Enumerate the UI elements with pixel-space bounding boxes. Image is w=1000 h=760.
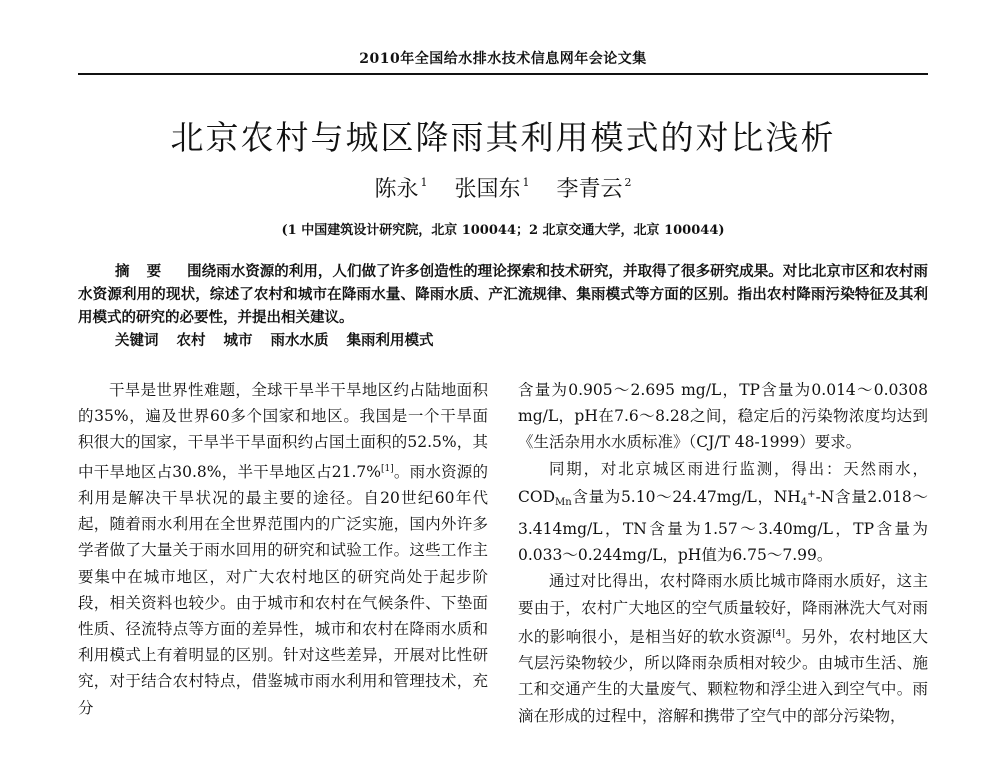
keywords-label: 关键词 xyxy=(115,332,159,349)
citation: [4] xyxy=(772,628,785,639)
abstract-block xyxy=(78,260,928,352)
running-header: 2010年全国给水排水技术信息网年会论文集 xyxy=(359,51,647,67)
abstract xyxy=(78,260,928,329)
body-paragraph: 通过对比得出，农村降雨水质比城市降雨水质好，这主要由于，农村广大地区的空气质量较好，降雨淋洗大气对雨水的影响很小，是相当好的软水资源[4]。另外，农村地区大气层污染物较少，所以降雨杂质相对较少。由城市生活、施工和交通产生的大量废气、颗粒物和浮尘进入到空气中。雨滴在形成的过程中，溶解和携带了空气中的部分污染物， xyxy=(518,572,928,725)
keyword: 集雨利用模式 xyxy=(346,332,434,349)
keywords-list xyxy=(177,332,452,349)
author-list xyxy=(78,172,928,203)
abstract-text: 围绕雨水资源的利用，人们做了许多创造性的理论探索和技术研究，并取得了很多研究成果。对比北京市区和农村雨水资源利用的现状，综述了农村和城市在降雨水量、降雨水质、产汇流规律、集雨模式等方面的区别。指出农村降雨污染特征及其利用模式的研究的必要性，并提出相关建议。 xyxy=(78,263,928,326)
citation: [1] xyxy=(380,463,394,474)
author: 陈永 $^1$ xyxy=(374,175,428,202)
body-paragraph: 含量为0.905～2.695 mg/L，TP含量为0.014～0.0308 mg/L，pH在7.6～8.28之间，稳定后的污染物浓度均达到《生活杂用水水质标准》（CJ/T 48-1999）要求。 xyxy=(518,381,928,452)
abstract-label: 摘 要 xyxy=(115,263,168,280)
header-rule xyxy=(78,73,928,75)
affiliations: (1 中国建筑设计研究院，北京 100044；2 北京交通大学，北京 100044) xyxy=(281,223,725,238)
paper-title: 北京农村与城区降雨其利用模式的对比浅析 xyxy=(170,118,836,157)
keyword: 城市 xyxy=(223,332,253,349)
keywords xyxy=(78,329,928,352)
keyword: 雨水水质 xyxy=(270,332,329,349)
body-column-left xyxy=(78,377,488,721)
keyword: 农村 xyxy=(176,332,206,349)
body-paragraph: 同期，对北京城区雨进行监测，得出：天然雨水，$COD_{Mn}$含量为5.10～24.47mg/L，$NH_4^+-N$含量2.018～3.414mg/L，TN含量为1.57～3.40mg/L，TP含量为0.033～0.244mg/L，pH值为6.75～7.99。 xyxy=(518,459,928,565)
body-column-right xyxy=(518,377,928,729)
author: 李青云 $^2$ xyxy=(556,175,632,202)
body-paragraph: 干旱是世界性难题，全球干旱半干旱地区约占陆地面积的35%，遍及世界60多个国家和地区。我国是一个干旱面积很大的国家，干旱半干旱面积约占国土面积的52.5%，其中干旱地区占30.8%，半干旱地区占21.7%[1]。雨水资源的利用是解决干旱状况的最主要的途径。自20世纪60年代起，随着雨水利用在全世界范围内的广泛实施，国内外许多学者做了大量关于雨水回用的研究和试验工作。这些工作主要集中在城市地区，对广大农村地区的研究尚处于起步阶段，相关资料也较少。由于城市和农村在气候条件、下垫面性质、径流特点等方面的差异性，城市和农村在降雨水质和利用模式上有着明显的区别。针对这些差异，开展对比性研究，对于结合农村特点，借鉴城市雨水利用和管理技术，充分 xyxy=(78,381,488,717)
author: 张国东 $^1$ xyxy=(454,175,530,202)
